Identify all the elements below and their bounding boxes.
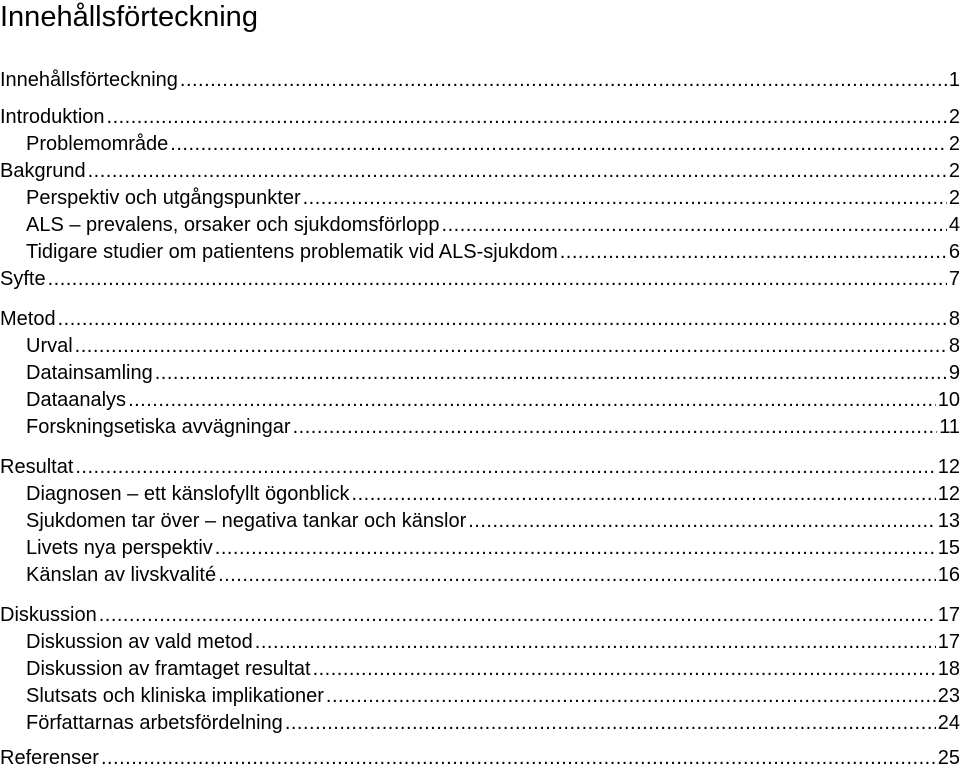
toc-entry-label: Sjukdomen tar över – negativa tankar och känslor <box>26 510 467 532</box>
toc-dot-leader <box>326 683 936 710</box>
toc-entry-label: Resultat <box>0 456 74 478</box>
toc-entry-page-number: 12 <box>937 456 960 478</box>
toc-entry-page-number: 7 <box>948 268 960 290</box>
toc-dot-leader <box>180 67 947 94</box>
toc-entry-label: Diskussion <box>0 604 97 626</box>
toc-entry[interactable] <box>0 414 960 441</box>
toc-entry[interactable] <box>0 602 960 629</box>
toc-entry-label: Referenser <box>0 747 99 769</box>
toc-entry-page-number: 9 <box>948 362 960 384</box>
toc-entry-page-number: 11 <box>939 416 960 438</box>
page-title: Innehållsförteckning <box>0 1 258 33</box>
toc-entry[interactable] <box>0 212 960 239</box>
toc-entry[interactable] <box>0 266 960 293</box>
toc-dot-leader <box>218 562 936 589</box>
toc-dot-leader <box>215 535 936 562</box>
toc-dot-leader <box>128 387 936 414</box>
toc-entry[interactable] <box>0 683 960 710</box>
toc-entry-page-number: 13 <box>937 510 960 532</box>
toc-dot-leader <box>468 508 936 535</box>
toc-entry-label: ALS – prevalens, orsaker och sjukdomsförlopp <box>26 214 440 236</box>
toc-dot-leader <box>155 360 947 387</box>
toc-dot-leader <box>58 306 947 333</box>
toc-entry[interactable] <box>0 131 960 158</box>
toc-entry-page-number: 4 <box>948 214 960 236</box>
toc-entry-label: Urval <box>26 335 73 357</box>
toc-entry-label: Introduktion <box>0 106 105 128</box>
toc-entry[interactable] <box>0 387 960 414</box>
toc-entry[interactable] <box>0 360 960 387</box>
toc-entry-label: Datainsamling <box>26 362 153 384</box>
toc-entry[interactable] <box>0 710 960 737</box>
toc-entry-label: Tidigare studier om patientens problematik vid ALS-sjukdom <box>26 241 558 263</box>
toc-entry[interactable] <box>0 306 960 333</box>
toc-dot-leader <box>285 710 936 737</box>
toc-entry-label: Diskussion av framtaget resultat <box>26 658 311 680</box>
toc-entry[interactable] <box>0 508 960 535</box>
toc-entry[interactable] <box>0 454 960 481</box>
toc-entry-page-number: 17 <box>937 631 960 653</box>
toc-entry[interactable] <box>0 67 960 94</box>
toc-entry-label: Metod <box>0 308 56 330</box>
toc-entry-label: Bakgrund <box>0 160 86 182</box>
toc-dot-leader <box>101 745 936 772</box>
toc-entry-page-number: 12 <box>937 483 960 505</box>
toc-entry-label: Perspektiv och utgångspunkter <box>26 187 301 209</box>
toc-entry-page-number: 24 <box>937 712 960 734</box>
toc-entry-page-number: 8 <box>948 308 960 330</box>
toc-entry-page-number: 2 <box>948 187 960 209</box>
toc-dot-leader <box>88 158 947 185</box>
toc-entry-label: Diagnosen – ett känslofyllt ögonblick <box>26 483 350 505</box>
toc-dot-leader <box>352 481 936 508</box>
toc-dot-leader <box>560 239 947 266</box>
toc-entry-label: Författarnas arbetsfördelning <box>26 712 283 734</box>
toc-dot-leader <box>170 131 947 158</box>
toc-entry-label: Känslan av livskvalité <box>26 564 217 586</box>
toc-entry[interactable] <box>0 745 960 772</box>
toc-dot-leader <box>107 104 947 131</box>
toc-entry-label: Syfte <box>0 268 46 290</box>
toc-entry[interactable] <box>0 104 960 131</box>
toc-entry[interactable] <box>0 629 960 656</box>
toc-entry[interactable] <box>0 185 960 212</box>
toc-entry-page-number: 2 <box>948 133 960 155</box>
toc-entry-page-number: 10 <box>937 389 960 411</box>
toc-entry-page-number: 15 <box>937 537 960 559</box>
toc-entry-label: Innehållsförteckning <box>0 69 178 91</box>
toc-dot-leader <box>255 629 936 656</box>
toc-entry-page-number: 25 <box>937 747 960 769</box>
toc-entry[interactable] <box>0 562 960 589</box>
toc-entry-page-number: 2 <box>948 160 960 182</box>
toc-entry-label: Forskningsetiska avvägningar <box>26 416 291 438</box>
toc-entry[interactable] <box>0 158 960 185</box>
toc-entry-label: Dataanalys <box>26 389 127 411</box>
toc-entry-label: Problemområde <box>26 133 169 155</box>
toc-dot-leader <box>48 266 947 293</box>
toc-entry-page-number: 18 <box>937 658 960 680</box>
toc-dot-leader <box>442 212 947 239</box>
toc-entry-page-number: 17 <box>937 604 960 626</box>
toc-dot-leader <box>99 602 936 629</box>
toc-dot-leader <box>75 454 935 481</box>
toc-entry[interactable] <box>0 239 960 266</box>
toc-entry-page-number: 2 <box>948 106 960 128</box>
toc-entry[interactable] <box>0 535 960 562</box>
toc-entry-page-number: 23 <box>937 685 960 707</box>
toc-entry[interactable] <box>0 656 960 683</box>
toc-entry-page-number: 6 <box>948 241 960 263</box>
toc-entry-label: Diskussion av vald metod <box>26 631 253 653</box>
toc-entry[interactable] <box>0 333 960 360</box>
toc-dot-leader <box>303 185 947 212</box>
toc-entry-page-number: 8 <box>948 335 960 357</box>
toc-entry[interactable] <box>0 481 960 508</box>
toc-dot-leader <box>75 333 947 360</box>
toc-dot-leader <box>293 414 938 441</box>
toc-entry-page-number: 1 <box>948 69 960 91</box>
toc-entry-label: Livets nya perspektiv <box>26 537 213 559</box>
toc-entry-label: Slutsats och kliniska implikationer <box>26 685 324 707</box>
toc-entry-page-number: 16 <box>937 564 960 586</box>
toc-dot-leader <box>313 656 936 683</box>
